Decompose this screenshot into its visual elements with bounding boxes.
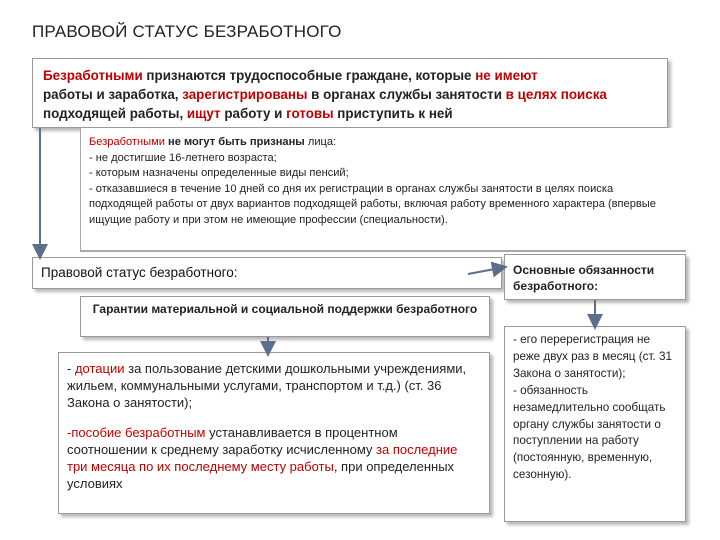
support-text: , при определенных условиях <box>67 458 455 491</box>
obligation-item: - обязанность незамедлительно сообщать органу службы занятости о поступлении на работу (постоянную, временную, сезонную). <box>513 383 666 482</box>
definition-highlight: в целях поиска <box>505 87 607 102</box>
exclusions-emphasis: не могут быть признаны <box>164 136 305 148</box>
definition-text: подходящей работы, <box>43 106 187 121</box>
definition-text: признаются трудоспособные граждане, которые <box>142 68 476 83</box>
definition-highlight: ищут <box>186 106 221 121</box>
exclusion-item: - отказавшиеся в течение 10 дней со дня их регистрации в органах службы занятости в целях поиска подходящей работы от двух вариантов подходящей работы, включая работу временного характера (впервые ищущие работу и при этом не имеющие профессии (специальности). <box>89 182 656 226</box>
support-highlight: дотации <box>74 361 125 376</box>
page-title: ПРАВОВОЙ СТАТУС БЕЗРАБОТНОГО <box>32 22 342 41</box>
support-text: устанавливается в процентном соотношении к среднему заработку исчисленному <box>67 425 398 458</box>
support-highlight: -пособие безработным <box>67 425 206 441</box>
support-text: за пользование детскими дошкольными учреждениями, жильем, коммунальными услугами, транспортом и т.д.) (ст. 36 Закона о занятости); <box>67 361 467 410</box>
definition-term: Безработными <box>43 68 143 83</box>
definition-highlight: не имеют <box>475 68 538 83</box>
exclusion-item: - которым назначены определенные виды пенсий; <box>89 167 349 180</box>
obligation-item: - его перерегистрация не реже двух раз в месяц (ст. 31 Закона о занятости); <box>513 333 673 380</box>
exclusions-lead-rest: лица: <box>304 136 337 148</box>
status-label-box: Правовой статус безработного: <box>32 257 502 289</box>
definition-text: работу и <box>220 106 287 121</box>
exclusions-term: Безработными <box>89 136 165 148</box>
support-highlight: за последние три месяца по их последнему месту работы <box>67 442 458 474</box>
connector-line <box>468 268 500 274</box>
support-prefix: - <box>67 361 75 376</box>
definition-text: работы и заработка, <box>43 87 183 102</box>
obligations-header: Основные обязанности безработного: <box>504 254 686 300</box>
definition-highlight: зарегистрированы <box>182 87 308 102</box>
definition-text: в органах службы занятости <box>307 87 506 102</box>
definition-highlight: готовы <box>286 106 334 121</box>
definition-text: приступить к ней <box>333 106 453 121</box>
exclusion-item: - не достигшие 16-летнего возраста; <box>89 151 277 164</box>
guarantees-header: Гарантии материальной и социальной поддержки безработного <box>80 296 490 337</box>
